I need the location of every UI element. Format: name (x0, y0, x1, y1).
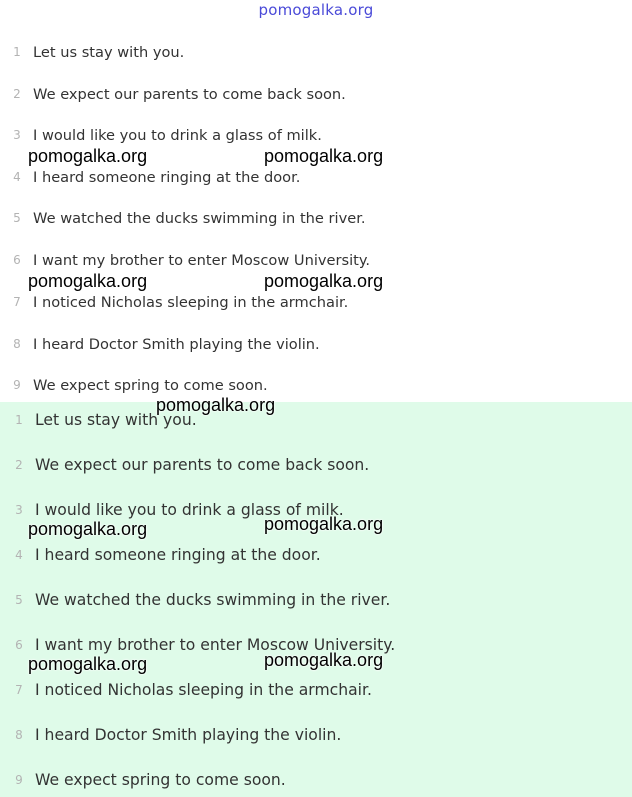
sentence-text: I want my brother to enter Moscow University. (33, 251, 371, 269)
list-item (0, 587, 632, 613)
watermark-text: pomogalka.org (156, 395, 276, 415)
line-number: 9 (15, 773, 23, 787)
line-number: 2 (13, 87, 21, 101)
line-number: 3 (13, 128, 21, 142)
line-number: 2 (15, 458, 23, 472)
sentence-text: We expect our parents to come back soon. (33, 85, 346, 103)
list-item (0, 82, 632, 106)
list-item (0, 123, 632, 147)
watermark-text: pomogalka.org (264, 650, 384, 670)
line-number: 3 (15, 503, 23, 517)
sentence-text: I noticed Nicholas sleeping in the armchair. (33, 293, 349, 311)
line-number: 8 (15, 728, 23, 742)
sentence-text: I heard someone ringing at the door. (35, 546, 321, 564)
header-watermark-url: pomogalka.org (258, 1, 374, 19)
line-number: 7 (13, 295, 21, 309)
sentence-text: Let us stay with you. (33, 43, 185, 61)
watermark-text: pomogalka.org (28, 519, 148, 539)
list-item (0, 452, 632, 478)
list-item (0, 677, 632, 703)
sentence-text: I would like you to drink a glass of milk. (35, 501, 344, 519)
list-item (0, 290, 632, 314)
sentence-text: I would like you to drink a glass of milk. (33, 126, 322, 144)
watermark-text: pomogalka.org (264, 146, 384, 166)
line-number: 8 (13, 337, 21, 351)
list-item (0, 407, 632, 433)
line-number: 4 (15, 548, 23, 562)
sentence-text: I heard Doctor Smith playing the violin. (33, 335, 320, 353)
list-item (0, 332, 632, 356)
sentence-text: We watched the ducks swimming in the river. (33, 209, 366, 227)
line-number: 6 (15, 638, 23, 652)
sentence-text: We watched the ducks swimming in the river. (35, 591, 391, 609)
sentence-text: We expect spring to come soon. (35, 771, 286, 789)
sentence-text: I heard Doctor Smith playing the violin. (35, 726, 342, 744)
watermark-text: pomogalka.org (28, 271, 148, 291)
list-item (0, 542, 632, 568)
list-item (0, 40, 632, 64)
list-item (0, 206, 632, 230)
sentence-list-bottom (0, 402, 632, 797)
line-number: 7 (15, 683, 23, 697)
list-item (0, 373, 632, 397)
line-number: 1 (15, 413, 23, 427)
line-number: 4 (13, 170, 21, 184)
watermark-text: pomogalka.org (28, 654, 148, 674)
sentence-list-top (0, 32, 632, 402)
watermark-text: pomogalka.org (264, 271, 384, 291)
sentence-text: We expect spring to come soon. (33, 376, 268, 394)
line-number: 6 (13, 253, 21, 267)
list-item (0, 722, 632, 748)
list-item (0, 767, 632, 793)
sentence-text: I noticed Nicholas sleeping in the armchair. (35, 681, 372, 699)
sentence-text: I heard someone ringing at the door. (33, 168, 301, 186)
watermark-text: pomogalka.org (28, 146, 148, 166)
list-item (0, 165, 632, 189)
line-number: 5 (15, 593, 23, 607)
sentence-text: Let us stay with you. (35, 411, 197, 429)
watermark-text: pomogalka.org (264, 514, 384, 534)
sentence-text: We expect our parents to come back soon. (35, 456, 370, 474)
line-number: 9 (13, 378, 21, 392)
list-item (0, 248, 632, 272)
sentence-text: I want my brother to enter Moscow University. (35, 636, 396, 654)
line-number: 1 (13, 45, 21, 59)
line-number: 5 (13, 211, 21, 225)
